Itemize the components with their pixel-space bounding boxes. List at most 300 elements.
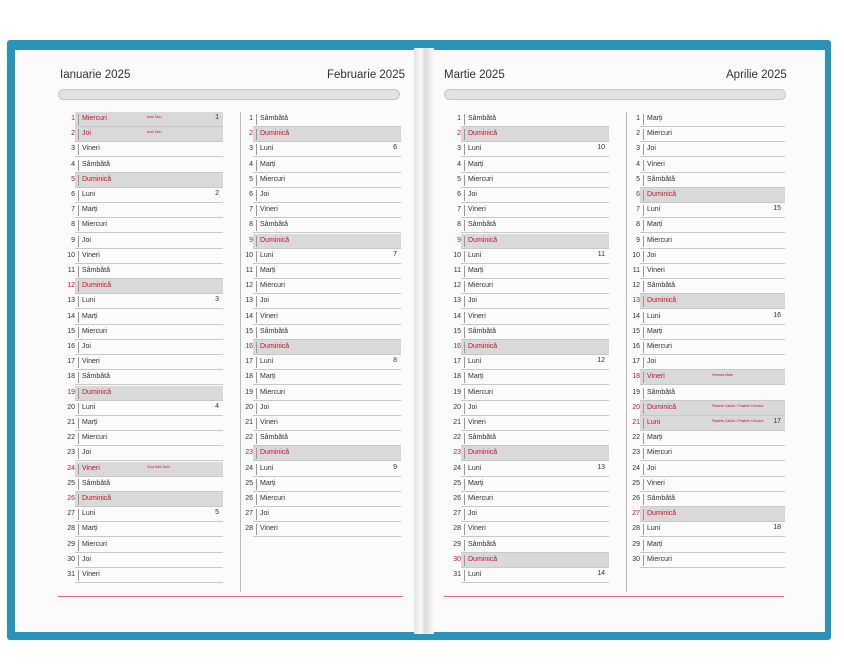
day-row [632, 507, 785, 522]
day-row [453, 310, 609, 325]
weekday-name: Duminică [82, 175, 112, 183]
day-separator [464, 388, 465, 399]
day-separator [643, 403, 644, 414]
day-row [71, 188, 223, 203]
day-row [457, 127, 609, 142]
day-separator [78, 342, 79, 353]
weekday-name: Sâmbătă [647, 495, 676, 502]
day-number: 12 [245, 282, 253, 290]
day-row [67, 507, 223, 522]
day-number: 17 [67, 358, 75, 366]
day-separator [643, 357, 644, 368]
day-row [632, 370, 785, 385]
day-row [249, 127, 401, 142]
day-number: 27 [453, 510, 461, 518]
day-separator [643, 540, 644, 551]
day-number: 21 [245, 419, 253, 426]
day-separator [643, 433, 644, 444]
day-number: 3 [457, 145, 461, 153]
day-separator [256, 296, 257, 307]
day-number: 3 [249, 145, 253, 153]
day-number: 3 [71, 145, 75, 153]
day-separator [256, 190, 257, 201]
day-number: 14 [67, 312, 75, 320]
day-row [245, 370, 401, 385]
day-number: 29 [453, 540, 461, 548]
day-separator [256, 418, 257, 429]
day-number: 19 [67, 388, 75, 396]
weekday-name: Vineri [82, 571, 100, 578]
day-row [245, 522, 401, 537]
weekday-name: Vineri [468, 525, 486, 533]
weekday-name: Luni [82, 403, 96, 411]
day-row [67, 446, 223, 461]
day-row [453, 462, 609, 477]
day-number: 18 [245, 373, 253, 381]
day-separator [464, 220, 465, 231]
day-number: 12 [67, 282, 75, 290]
day-row [453, 553, 609, 568]
day-row [453, 279, 609, 294]
holiday-note: Anul Nou [147, 130, 162, 135]
day-number: 17 [453, 358, 461, 366]
day-separator [643, 220, 644, 231]
weekday-name: Luni [468, 358, 482, 366]
weekday-name: Duminică [468, 130, 498, 138]
weekday-name: Luni [647, 206, 661, 214]
day-row [632, 279, 785, 294]
day-number: 1 [249, 115, 253, 122]
weekday-name: Vineri [647, 479, 665, 487]
day-number: 6 [71, 191, 75, 198]
day-number: 9 [636, 236, 640, 244]
day-row [632, 416, 785, 431]
day-row [632, 538, 785, 553]
day-row [67, 416, 223, 431]
day-separator [78, 433, 79, 444]
day-separator [464, 296, 465, 307]
day-separator [78, 479, 79, 490]
weekday-name: Sâmbătă [468, 540, 497, 548]
day-separator [78, 296, 79, 307]
day-separator [464, 479, 465, 490]
day-row [71, 203, 223, 218]
weekday-name: Sâmbătă [260, 434, 289, 442]
day-separator [78, 144, 79, 155]
weekday-name: Miercuri [82, 540, 107, 548]
weekday-name: Joi [468, 403, 477, 411]
weekday-name: Joi [260, 191, 269, 198]
day-row [67, 401, 223, 416]
weekday-name: Joi [647, 145, 656, 153]
weekday-name: Vineri [260, 206, 278, 214]
day-separator [643, 251, 644, 262]
weekday-name: Marți [647, 115, 663, 122]
day-number: 11 [245, 267, 253, 274]
day-number: 6 [457, 191, 461, 198]
weekday-name: Luni [647, 525, 661, 533]
day-row [245, 477, 401, 492]
day-row [245, 264, 401, 279]
weekday-name: Miercuri [468, 282, 493, 290]
day-row [71, 112, 223, 127]
day-row [457, 173, 609, 188]
day-number: 5 [457, 175, 461, 183]
day-number: 21 [67, 419, 75, 426]
day-number: 7 [636, 206, 640, 214]
day-separator [643, 281, 644, 292]
day-row [636, 112, 785, 127]
weekday-name: Joi [260, 510, 269, 518]
day-row [67, 310, 223, 325]
weekday-name: Miercuri [647, 343, 672, 350]
weekday-name: Duminică [647, 510, 677, 518]
week-number: 7 [393, 250, 397, 258]
weekday-name: Miercuri [468, 495, 493, 502]
weekday-name: Joi [82, 130, 91, 138]
weekday-name: Sâmbătă [468, 115, 497, 122]
day-row [249, 173, 401, 188]
day-row [453, 492, 609, 507]
weekday-name: Miercuri [647, 236, 672, 244]
day-row [245, 249, 401, 264]
holiday-note: Ziua Micii Uniri [147, 464, 170, 469]
day-row [249, 142, 401, 157]
day-number: 11 [453, 267, 461, 274]
day-row [249, 203, 401, 218]
weekday-name: Marți [82, 312, 98, 320]
weekday-name: Miercuri [82, 434, 107, 442]
day-row [71, 158, 223, 173]
day-row [636, 218, 785, 233]
day-number: 9 [457, 236, 461, 244]
day-number: 13 [632, 297, 640, 305]
week-number: 3 [215, 296, 219, 304]
day-separator [643, 296, 644, 307]
day-number: 24 [632, 464, 640, 472]
weekday-name: Marți [260, 267, 276, 274]
weekday-name: Duminică [468, 555, 498, 563]
day-separator [256, 388, 257, 399]
day-separator [78, 418, 79, 429]
weekday-name: Vineri [82, 145, 100, 153]
day-number: 28 [67, 525, 75, 533]
day-row [245, 401, 401, 416]
bottom-rule-left [58, 596, 403, 597]
day-number: 26 [67, 495, 75, 502]
day-separator [256, 220, 257, 231]
day-separator [464, 114, 465, 125]
day-number: 8 [71, 221, 75, 229]
weekday-name: Duminică [260, 343, 290, 350]
day-separator [78, 524, 79, 535]
day-number: 20 [632, 403, 640, 411]
weekday-name: Luni [82, 191, 96, 198]
day-number: 25 [453, 479, 461, 487]
day-number: 24 [453, 464, 461, 472]
day-separator [643, 175, 644, 186]
weekday-name: Miercuri [260, 175, 285, 183]
day-number: 2 [249, 130, 253, 138]
weekday-name: Vineri [647, 373, 665, 381]
book-spine-gutter [414, 48, 434, 634]
day-number: 6 [249, 191, 253, 198]
day-row [632, 264, 785, 279]
week-number: 17 [773, 418, 781, 425]
weekday-name: Joi [82, 555, 91, 563]
weekday-name: Vineri [468, 312, 486, 320]
day-row [636, 188, 785, 203]
day-number: 17 [245, 358, 253, 366]
day-row [632, 431, 785, 446]
weekday-name: Luni [647, 419, 661, 426]
day-number: 10 [632, 251, 640, 259]
weekday-name: Joi [260, 297, 269, 305]
day-separator [464, 524, 465, 535]
day-separator [464, 540, 465, 551]
weekday-name: Marți [647, 434, 663, 442]
holiday-note: Paștele Catolic / Paștele Ortodox [712, 403, 764, 408]
day-number: 20 [67, 403, 75, 411]
day-row [632, 477, 785, 492]
day-number: 28 [245, 525, 253, 533]
weekday-name: Marți [468, 160, 484, 168]
day-row [453, 355, 609, 370]
day-row [632, 249, 785, 264]
day-number: 25 [67, 479, 75, 487]
day-separator [464, 372, 465, 383]
day-number: 7 [71, 206, 75, 214]
day-separator [464, 327, 465, 338]
day-row [67, 249, 223, 264]
day-separator [464, 433, 465, 444]
day-separator [78, 494, 79, 505]
day-number: 4 [249, 160, 253, 168]
day-separator [464, 342, 465, 353]
day-number: 10 [245, 251, 253, 259]
week-number: 9 [393, 463, 397, 471]
day-separator [464, 175, 465, 186]
day-separator [643, 448, 644, 459]
day-row [245, 416, 401, 431]
day-number: 9 [71, 236, 75, 244]
day-number: 11 [67, 267, 75, 274]
day-separator [256, 281, 257, 292]
weekday-name: Luni [260, 145, 274, 153]
weekday-name: Miercuri [647, 555, 672, 563]
weekday-name: Miercuri [82, 221, 107, 229]
day-number: 21 [453, 419, 461, 426]
day-separator [256, 464, 257, 475]
weekday-name: Vineri [260, 525, 278, 533]
day-separator [256, 175, 257, 186]
day-number: 15 [245, 327, 253, 335]
day-separator [464, 570, 465, 581]
day-separator [464, 190, 465, 201]
day-row [636, 127, 785, 142]
day-separator [643, 388, 644, 399]
day-separator [643, 129, 644, 140]
day-number: 26 [632, 495, 640, 502]
holiday-note: Vinerea Mare [712, 373, 733, 378]
day-row [71, 234, 223, 249]
day-row [453, 522, 609, 537]
weekday-name: Sâmbătă [647, 175, 676, 183]
day-separator [464, 144, 465, 155]
header-banner-right [444, 89, 786, 100]
day-separator [643, 509, 644, 520]
day-number: 17 [632, 358, 640, 366]
day-separator [78, 403, 79, 414]
day-number: 22 [453, 434, 461, 442]
day-number: 31 [453, 571, 461, 578]
day-number: 2 [636, 130, 640, 138]
day-row [636, 234, 785, 249]
weekday-name: Vineri [82, 358, 100, 366]
weekday-name: Miercuri [468, 388, 493, 396]
weekday-name: Sâmbătă [260, 327, 289, 335]
day-number: 8 [457, 221, 461, 229]
day-separator [78, 570, 79, 581]
day-number: 30 [632, 555, 640, 563]
weekday-name: Vineri [82, 251, 100, 259]
day-row [71, 142, 223, 157]
day-number: 8 [636, 221, 640, 229]
week-number: 4 [215, 402, 219, 410]
day-number: 16 [632, 343, 640, 350]
weekday-name: Miercuri [82, 115, 107, 122]
day-number: 7 [457, 206, 461, 214]
weekday-name: Duminică [647, 191, 677, 198]
day-number: 18 [67, 373, 75, 381]
weekday-name: Miercuri [647, 449, 672, 457]
day-separator [256, 266, 257, 277]
day-row [249, 234, 401, 249]
day-separator [78, 114, 79, 125]
day-number: 29 [67, 540, 75, 548]
day-number: 1 [457, 115, 461, 122]
day-separator [464, 555, 465, 566]
week-number: 16 [773, 311, 781, 319]
day-row [453, 249, 609, 264]
day-row [632, 340, 785, 355]
day-separator [464, 236, 465, 247]
day-separator [643, 494, 644, 505]
day-separator [256, 372, 257, 383]
day-number: 15 [67, 327, 75, 335]
weekday-name: Joi [647, 464, 656, 472]
day-number: 5 [636, 175, 640, 183]
day-row [457, 112, 609, 127]
weekday-name: Sâmbătă [82, 479, 111, 487]
day-separator [256, 236, 257, 247]
day-number: 13 [453, 297, 461, 305]
month-title-martie: Martie 2025 [444, 69, 505, 81]
day-row [457, 158, 609, 173]
week-number: 18 [773, 524, 781, 532]
day-number: 25 [632, 479, 640, 487]
column-divider [626, 112, 627, 592]
day-row [453, 264, 609, 279]
day-separator [78, 129, 79, 140]
day-number: 27 [632, 510, 640, 518]
day-row [632, 522, 785, 537]
day-separator [643, 479, 644, 490]
day-number: 22 [632, 434, 640, 442]
day-separator [256, 433, 257, 444]
header-banner-left [58, 89, 400, 100]
weekday-name: Sâmbătă [260, 115, 289, 122]
weekday-name: Luni [82, 510, 96, 518]
day-number: 26 [453, 495, 461, 502]
day-number: 23 [67, 449, 75, 457]
day-separator [464, 129, 465, 140]
day-number: 23 [453, 449, 461, 457]
day-number: 6 [636, 191, 640, 198]
day-row [632, 446, 785, 461]
day-row [632, 386, 785, 401]
day-row [67, 462, 223, 477]
day-row [453, 294, 609, 309]
day-row [453, 477, 609, 492]
weekday-name: Marți [468, 267, 484, 274]
weekday-name: Marți [82, 525, 98, 533]
week-number: 13 [597, 463, 605, 471]
week-number: 14 [597, 570, 605, 577]
day-number: 7 [249, 206, 253, 214]
weekday-name: Duminică [82, 495, 112, 502]
day-row [67, 355, 223, 370]
weekday-name: Marți [260, 373, 276, 381]
day-separator [643, 205, 644, 216]
day-number: 24 [67, 464, 75, 472]
day-number: 15 [632, 327, 640, 335]
column-divider [240, 112, 241, 592]
day-separator [78, 357, 79, 368]
day-row [632, 310, 785, 325]
day-row [457, 234, 609, 249]
weekday-name: Marți [647, 327, 663, 335]
week-number: 5 [215, 509, 219, 517]
day-row [453, 538, 609, 553]
day-row [67, 477, 223, 492]
day-separator [464, 494, 465, 505]
day-separator [256, 509, 257, 520]
weekday-name: Joi [468, 510, 477, 518]
weekday-name: Marți [647, 221, 663, 229]
day-row [71, 173, 223, 188]
day-number: 12 [632, 282, 640, 290]
day-separator [256, 160, 257, 171]
day-number: 1 [636, 115, 640, 122]
week-number: 11 [597, 250, 605, 258]
day-separator [256, 327, 257, 338]
day-separator [78, 236, 79, 247]
weekday-name: Miercuri [647, 130, 672, 138]
day-row [67, 522, 223, 537]
day-number: 5 [249, 175, 253, 183]
day-separator [643, 372, 644, 383]
weekday-name: Duminică [82, 282, 112, 290]
day-row [67, 370, 223, 385]
day-separator [256, 403, 257, 414]
day-row [632, 401, 785, 416]
day-separator [643, 312, 644, 323]
day-row [249, 188, 401, 203]
day-row [453, 401, 609, 416]
day-separator [78, 464, 79, 475]
weekday-name: Luni [260, 251, 274, 259]
